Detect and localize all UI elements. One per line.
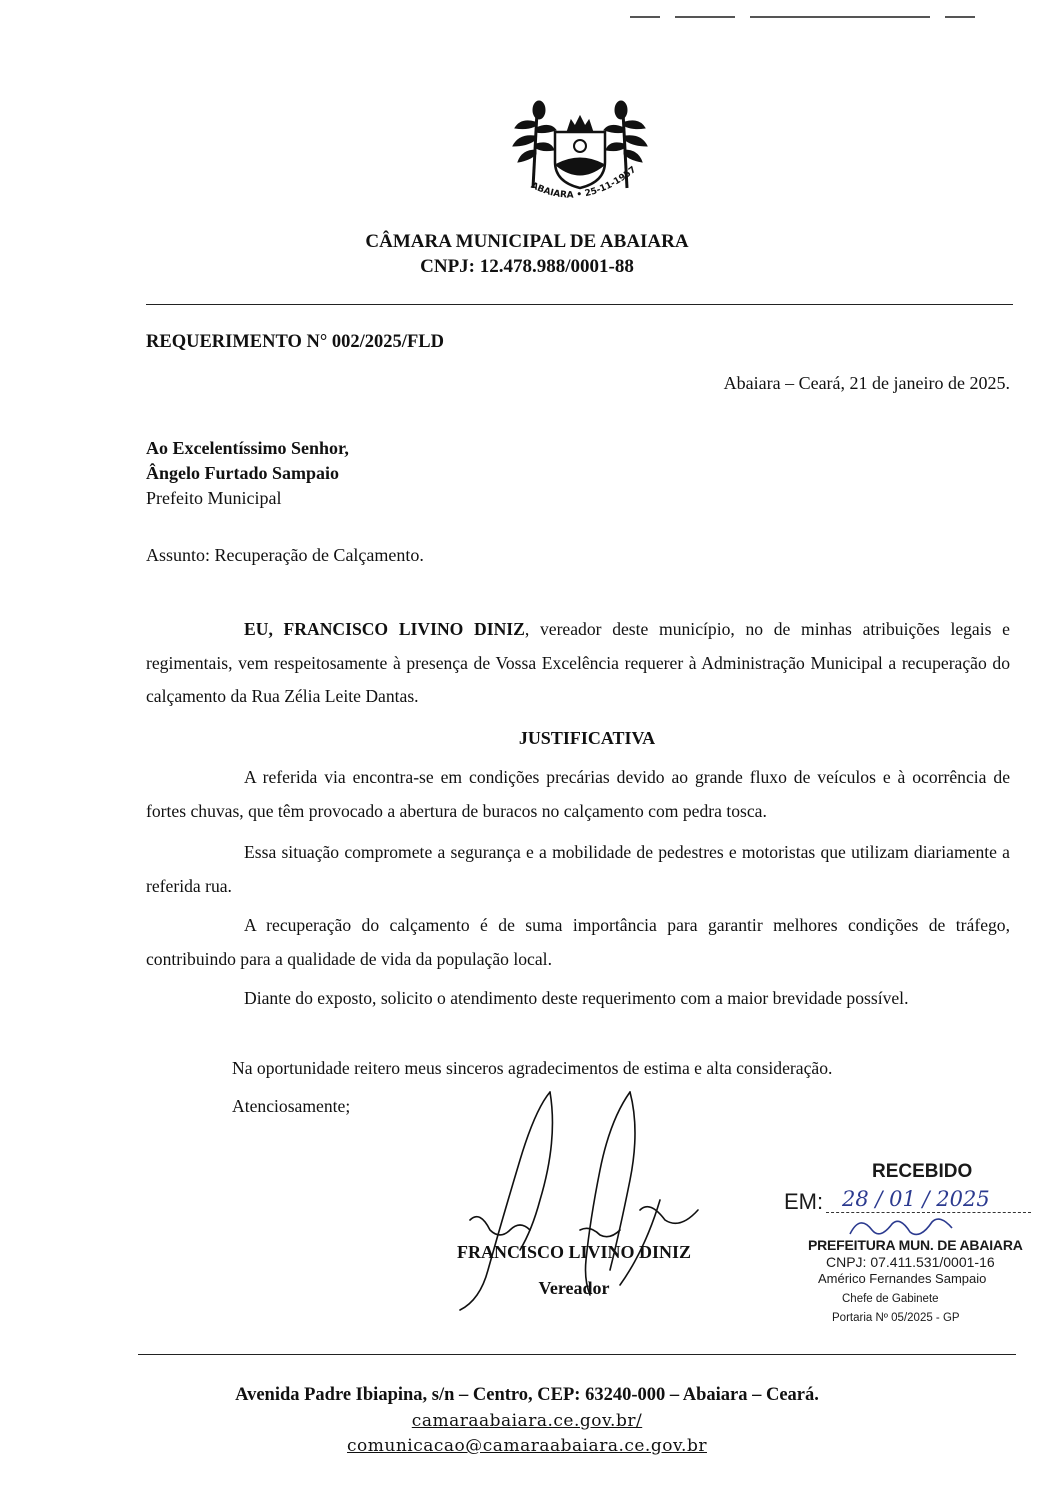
- stamp-portaria: Portaria Nº 05/2025 - GP: [832, 1312, 960, 1324]
- footer-website-link[interactable]: camaraabaiara.ce.gov.br/: [411, 1411, 643, 1431]
- scan-mark: [630, 16, 660, 18]
- intro-paragraph: [146, 613, 1010, 714]
- intro-text: , vereador deste município, no de minhas atribuições legais e regimentais, vem respeitosamente à presença de Vossa Excelência requerer à Administração Municipal a recuperação do calçamento da Rua Zélia Leite Dantas.: [146, 619, 1010, 706]
- stamp-date-value: 28 / 01 / 2025: [842, 1187, 990, 1211]
- header-divider: [146, 304, 1013, 305]
- institution-cnpj: CNPJ: 12.478.988/0001-88: [420, 256, 634, 277]
- stamp-title: RECEBIDO: [872, 1161, 973, 1182]
- scan-mark: [675, 16, 735, 18]
- date-line: Abaiara – Ceará, 21 de janeiro de 2025.: [723, 373, 1010, 393]
- stamp-org: PREFEITURA MUN. DE ABAIARA: [808, 1237, 1023, 1253]
- justification-paragraph-1: A referida via encontra-se em condições precárias devido ao grande fluxo de veículos e à ocorrência de fortes chuvas, que têm provocado a abertura de buracos no calçamento com pedra tosca.: [146, 767, 1010, 821]
- signer-role: Vereador: [538, 1278, 610, 1298]
- institution-name: CÂMARA MUNICIPAL DE ABAIARA: [365, 231, 689, 252]
- scan-mark: [750, 16, 930, 18]
- subject-line: Assunto: Recuperação de Calçamento.: [146, 545, 424, 565]
- scan-mark: [945, 16, 975, 18]
- stamp-name: Américo Fernandes Sampaio: [818, 1271, 987, 1286]
- addressee-role: Prefeito Municipal: [146, 488, 282, 508]
- footer-address: Avenida Padre Ibiapina, s/n – Centro, CEP: 63240-000 – Abaiara – Ceará.: [235, 1385, 819, 1405]
- justification-paragraph-4: Diante do exposto, solicito o atendimento deste requerimento com a maior brevidade possível.: [244, 988, 909, 1008]
- justification-title: JUSTIFICATIVA: [518, 728, 656, 748]
- signer-name: FRANCISCO LIVINO DINIZ: [456, 1242, 692, 1262]
- thanks-line: Na oportunidade reitero meus sinceros agradecimentos de estima e alta consideração.: [232, 1058, 833, 1078]
- stamp-date-label: EM:: [784, 1189, 824, 1214]
- intro-name: EU, FRANCISCO LIVINO DINIZ: [244, 619, 525, 639]
- stamp-cnpj: CNPJ: 07.411.531/0001-16: [826, 1254, 995, 1270]
- document-reference: REQUERIMENTO N° 002/2025/FLD: [146, 332, 444, 352]
- seal-text: ABAIARA • 25-11-1957: [529, 165, 639, 201]
- justification-paragraph-2: Essa situação compromete a segurança e a mobilidade de pedestres e motoristas que utilizam diariamente a referida rua.: [146, 842, 1010, 896]
- addressee-block: [146, 436, 349, 511]
- footer-divider: [138, 1354, 1016, 1355]
- closing-line: Atenciosamente;: [232, 1096, 351, 1116]
- municipal-seal-logo: [505, 92, 655, 210]
- footer-email-link[interactable]: comunicacao@camaraabaiara.ce.gov.br: [347, 1436, 707, 1456]
- addressee-salutation: Ao Excelentíssimo Senhor,: [146, 438, 349, 458]
- addressee-name: Ângelo Furtado Sampaio: [146, 463, 340, 483]
- justification-paragraph-3: A recuperação do calçamento é de suma importância para garantir melhores condições de tráfego, contribuindo para a qualidade de vida da população local.: [146, 915, 1010, 969]
- stamp-role: Chefe de Gabinete: [842, 1293, 939, 1305]
